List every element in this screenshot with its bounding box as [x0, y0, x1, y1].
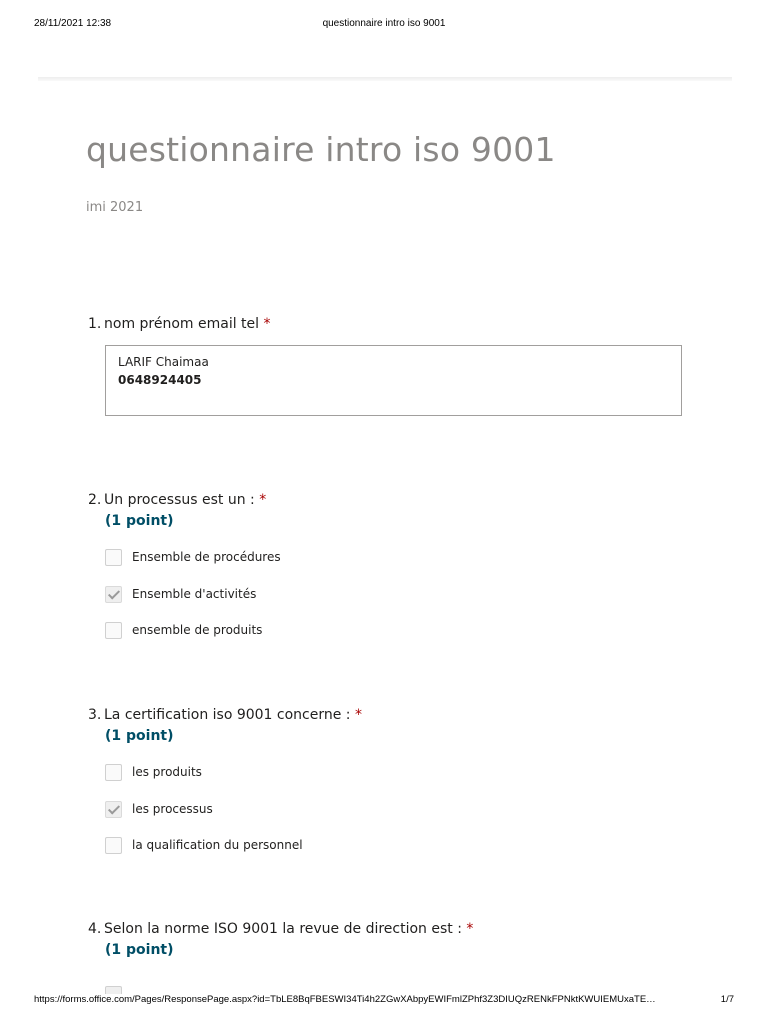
print-page-title: questionnaire intro iso 9001 [322, 18, 446, 29]
question-text: nom prénom email tel [104, 316, 260, 332]
page-number: 1/7 [720, 994, 734, 1005]
question-text: Selon la norme ISO 9001 la revue de direction est : [104, 921, 462, 937]
form-title: questionnaire intro iso 9001 [86, 130, 556, 169]
option-ensemble-procedures[interactable] [105, 549, 688, 569]
option-qualification-personnel[interactable] [105, 837, 688, 857]
checkbox-partial[interactable] [105, 986, 122, 994]
print-footer [0, 994, 768, 1008]
option-les-produits[interactable] [105, 764, 688, 784]
question-text: Un processus est un : [104, 492, 255, 508]
question-2 [88, 492, 688, 659]
checkbox[interactable] [105, 837, 122, 854]
checkbox-checked[interactable] [105, 801, 122, 818]
question-4-heading [88, 921, 688, 937]
option-label: la qualification du personnel [132, 838, 303, 852]
checkbox-checked[interactable] [105, 586, 122, 603]
question-1-heading [88, 316, 688, 332]
question-1 [88, 316, 688, 387]
required-asterisk: * [263, 316, 271, 332]
checkbox[interactable] [105, 764, 122, 781]
option-ensemble-produits[interactable] [105, 622, 688, 642]
checkbox[interactable] [105, 622, 122, 639]
print-url: https://forms.office.com/Pages/ResponsePage.aspx?id=TbLE8BqFBESWI34Ti4h2ZGwXAbpyEWIFmlZPhf3Z3DIUQzRENkFPNktKWUIEMUxaTE… [34, 994, 656, 1005]
option-les-processus[interactable] [105, 801, 688, 821]
question-2-heading [88, 492, 688, 508]
question-number: 3. [88, 707, 102, 723]
required-asterisk: * [354, 707, 362, 723]
print-header [0, 18, 768, 32]
option-label: Ensemble de procédures [132, 550, 281, 564]
options-list [88, 764, 688, 857]
form-top-divider [38, 77, 732, 81]
question-points: (1 point) [105, 513, 174, 529]
required-asterisk: * [259, 492, 267, 508]
required-asterisk: * [466, 921, 474, 937]
question-points: (1 point) [105, 728, 174, 744]
option-ensemble-activites[interactable] [105, 586, 688, 606]
option-label: les produits [132, 765, 202, 779]
option-label: les processus [132, 801, 213, 816]
question-3 [88, 707, 688, 874]
question-3-heading [88, 707, 688, 723]
question-points: (1 point) [105, 942, 174, 958]
answer-line-phone: 0648924405 [118, 373, 202, 387]
option-label: ensemble de produits [132, 623, 263, 637]
question-4 [88, 921, 688, 958]
option-label: Ensemble d'activités [132, 586, 257, 601]
question-number: 4. [88, 921, 102, 937]
form-subtitle: imi 2021 [86, 200, 144, 215]
answer-text-area[interactable] [105, 345, 682, 416]
question-text: La certification iso 9001 concerne : [104, 707, 351, 723]
question-number: 2. [88, 492, 102, 508]
answer-line-name: LARIF Chaimaa [118, 355, 209, 369]
question-number: 1. [88, 316, 102, 332]
checkbox[interactable] [105, 549, 122, 566]
options-list [88, 549, 688, 642]
print-datetime: 28/11/2021 12:38 [34, 18, 112, 29]
